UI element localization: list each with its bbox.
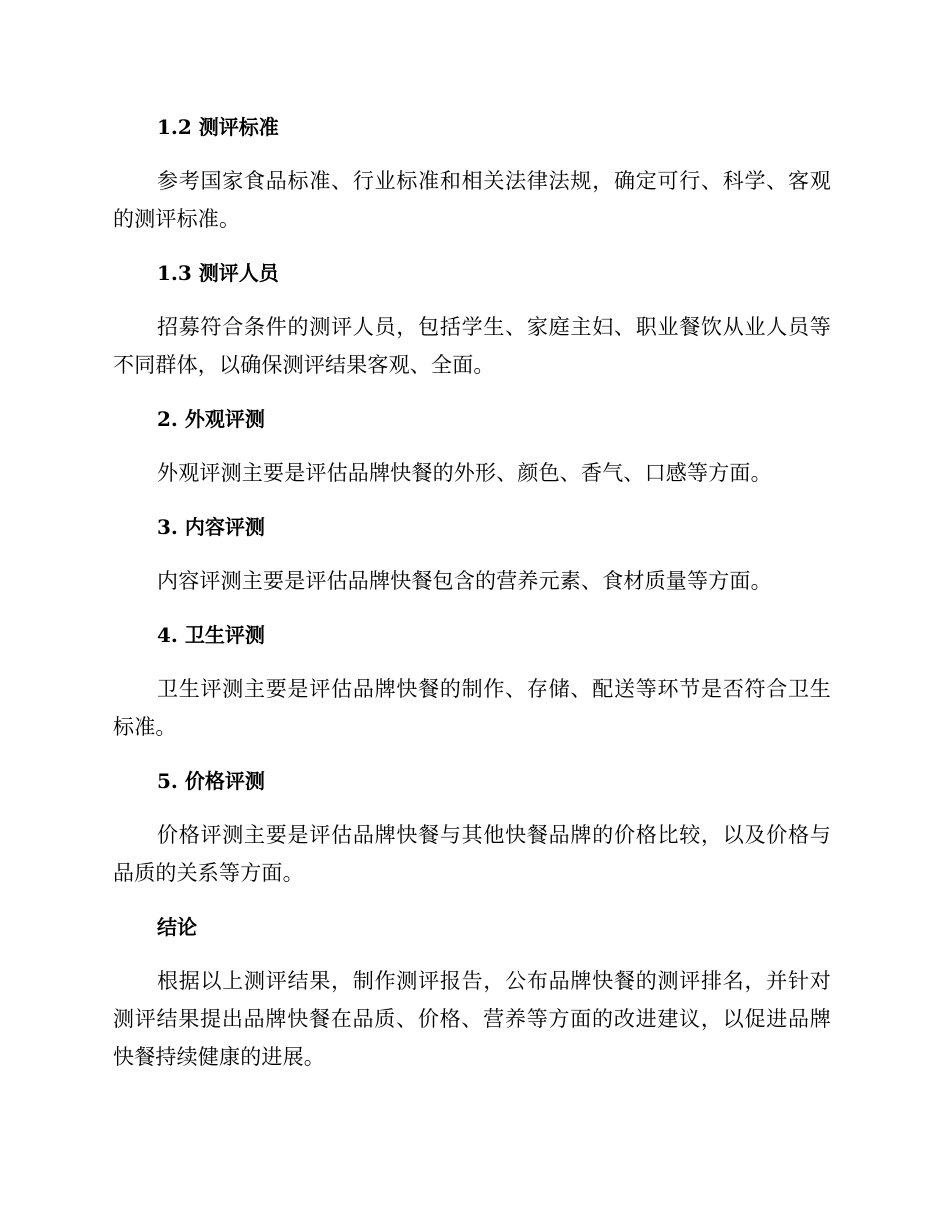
section-heading-appearance: 2. 外观评测 (157, 407, 265, 431)
section-heading-content: 3. 内容评测 (157, 515, 265, 539)
section-paragraph-evaluation-standard: 参考国家食品标准、行业标准和相关法律法规，确定可行、科学、客观的测评标准。 (113, 169, 831, 231)
section-heading-evaluation-standard: 1.2 测评标准 (157, 115, 279, 139)
section-paragraph-evaluators: 招募符合条件的测评人员，包括学生、家庭主妇、职业餐饮从业人员等不同群体，以确保测评结果客观、全面。 (113, 315, 831, 377)
section-heading-conclusion: 结论 (157, 915, 197, 939)
section-heading-price: 5. 价格评测 (157, 769, 265, 793)
section-paragraph-conclusion: 根据以上测评结果，制作测评报告，公布品牌快餐的测评排名，并针对测评结果提出品牌快餐在品质、价格、营养等方面的改进建议，以促进品牌快餐持续健康的进展。 (113, 969, 831, 1069)
section-paragraph-appearance: 外观评测主要是评估品牌快餐的外形、颜色、香气、口感等方面。 (157, 461, 772, 485)
section-heading-hygiene: 4. 卫生评测 (157, 623, 265, 647)
section-paragraph-content: 内容评测主要是评估品牌快餐包含的营养元素、食材质量等方面。 (157, 569, 772, 593)
section-heading-evaluators: 1.3 测评人员 (157, 261, 279, 285)
section-paragraph-price: 价格评测主要是评估品牌快餐与其他快餐品牌的价格比较，以及价格与品质的关系等方面。 (113, 823, 831, 885)
document-body (113, 108, 831, 1076)
section-paragraph-hygiene: 卫生评测主要是评估品牌快餐的制作、存储、配送等环节是否符合卫生标准。 (113, 677, 831, 739)
